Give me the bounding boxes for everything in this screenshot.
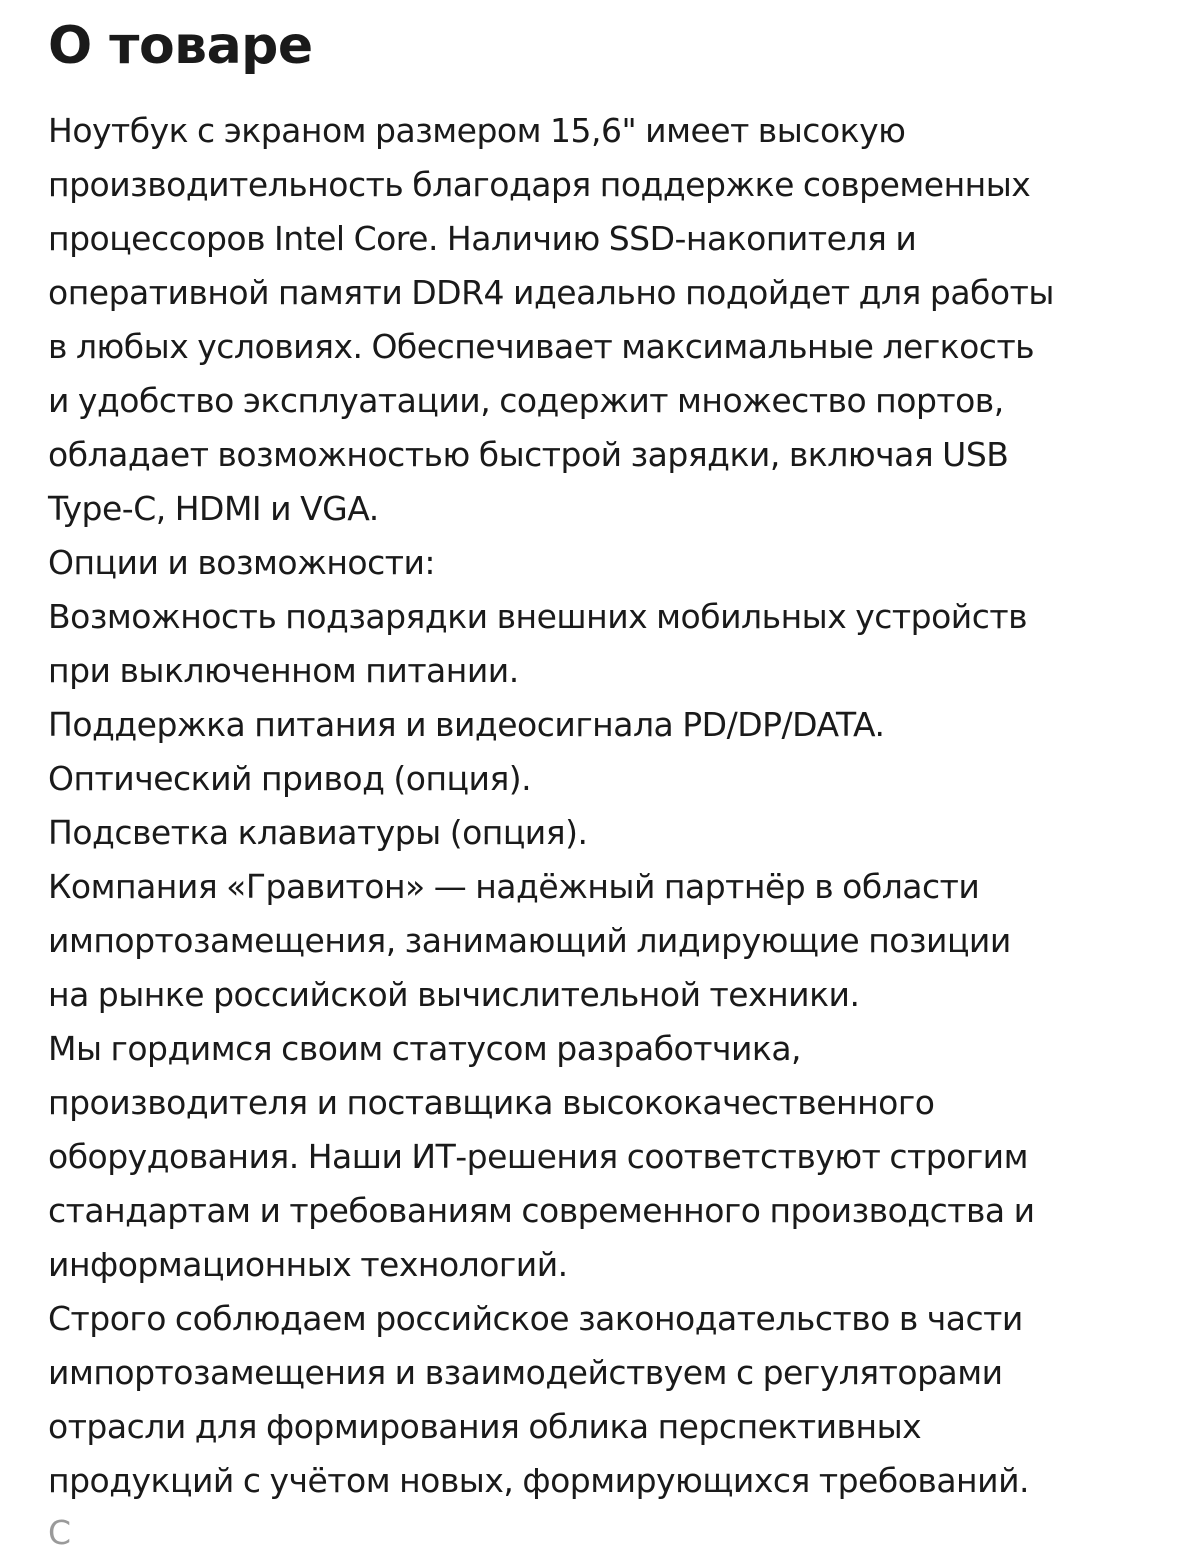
description-line: Оптический привод (опция). bbox=[48, 759, 532, 798]
description-line: продукций с учётом новых, формирующихся требований. bbox=[48, 1461, 1030, 1500]
description-line: импортозамещения, занимающий лидирующие позиции bbox=[48, 921, 1011, 960]
description-line: в любых условиях. Обеспечивает максимальные легкость bbox=[48, 327, 1035, 366]
description-line: Возможность подзарядки внешних мобильных устройств bbox=[48, 597, 1028, 636]
description-line: Подсветка клавиатуры (опция). bbox=[48, 813, 588, 852]
truncated-next-line: С bbox=[48, 1513, 72, 1552]
description-line: оперативной памяти DDR4 идеально подойдет для работы bbox=[48, 273, 1054, 312]
description-line: процессоров Intel Core. Наличию SSD-накопителя и bbox=[48, 219, 917, 258]
section-title: О товаре bbox=[48, 16, 313, 76]
description-line: информационных технологий. bbox=[48, 1245, 568, 1284]
description-line: Ноутбук с экраном размером 15,6" имеет высокую bbox=[48, 111, 906, 150]
description-line: оборудования. Наши ИТ-решения соответствуют строгим bbox=[48, 1137, 1029, 1176]
description-line: импортозамещения и взаимодействуем с регуляторами bbox=[48, 1353, 1003, 1392]
description-line: обладает возможностью быстрой зарядки, включая USB bbox=[48, 435, 1009, 474]
description-line: и удобство эксплуатации, содержит множество портов, bbox=[48, 381, 1004, 420]
description-line: Опции и возможности: bbox=[48, 543, 436, 582]
description-line: на рынке российской вычислительной техники. bbox=[48, 975, 860, 1014]
description-line: Type-C, HDMI и VGA. bbox=[48, 489, 379, 528]
description-line: производителя и поставщика высококачественного bbox=[48, 1083, 935, 1122]
description-line: при выключенном питании. bbox=[48, 651, 519, 690]
description-line: отрасли для формирования облика перспективных bbox=[48, 1407, 922, 1446]
description-line: стандартам и требованиям современного производства и bbox=[48, 1191, 1035, 1230]
description-line: Компания «Гравитон» — надёжный партнёр в области bbox=[48, 867, 980, 906]
product-description bbox=[48, 104, 1148, 1508]
description-line: производительность благодаря поддержке современных bbox=[48, 165, 1031, 204]
description-line: Поддержка питания и видеосигнала PD/DP/DATA. bbox=[48, 705, 885, 744]
description-line: Мы гордимся своим статусом разработчика, bbox=[48, 1029, 802, 1068]
product-about-section bbox=[48, 0, 1148, 1508]
description-line: Строго соблюдаем российское законодательство в части bbox=[48, 1299, 1023, 1338]
